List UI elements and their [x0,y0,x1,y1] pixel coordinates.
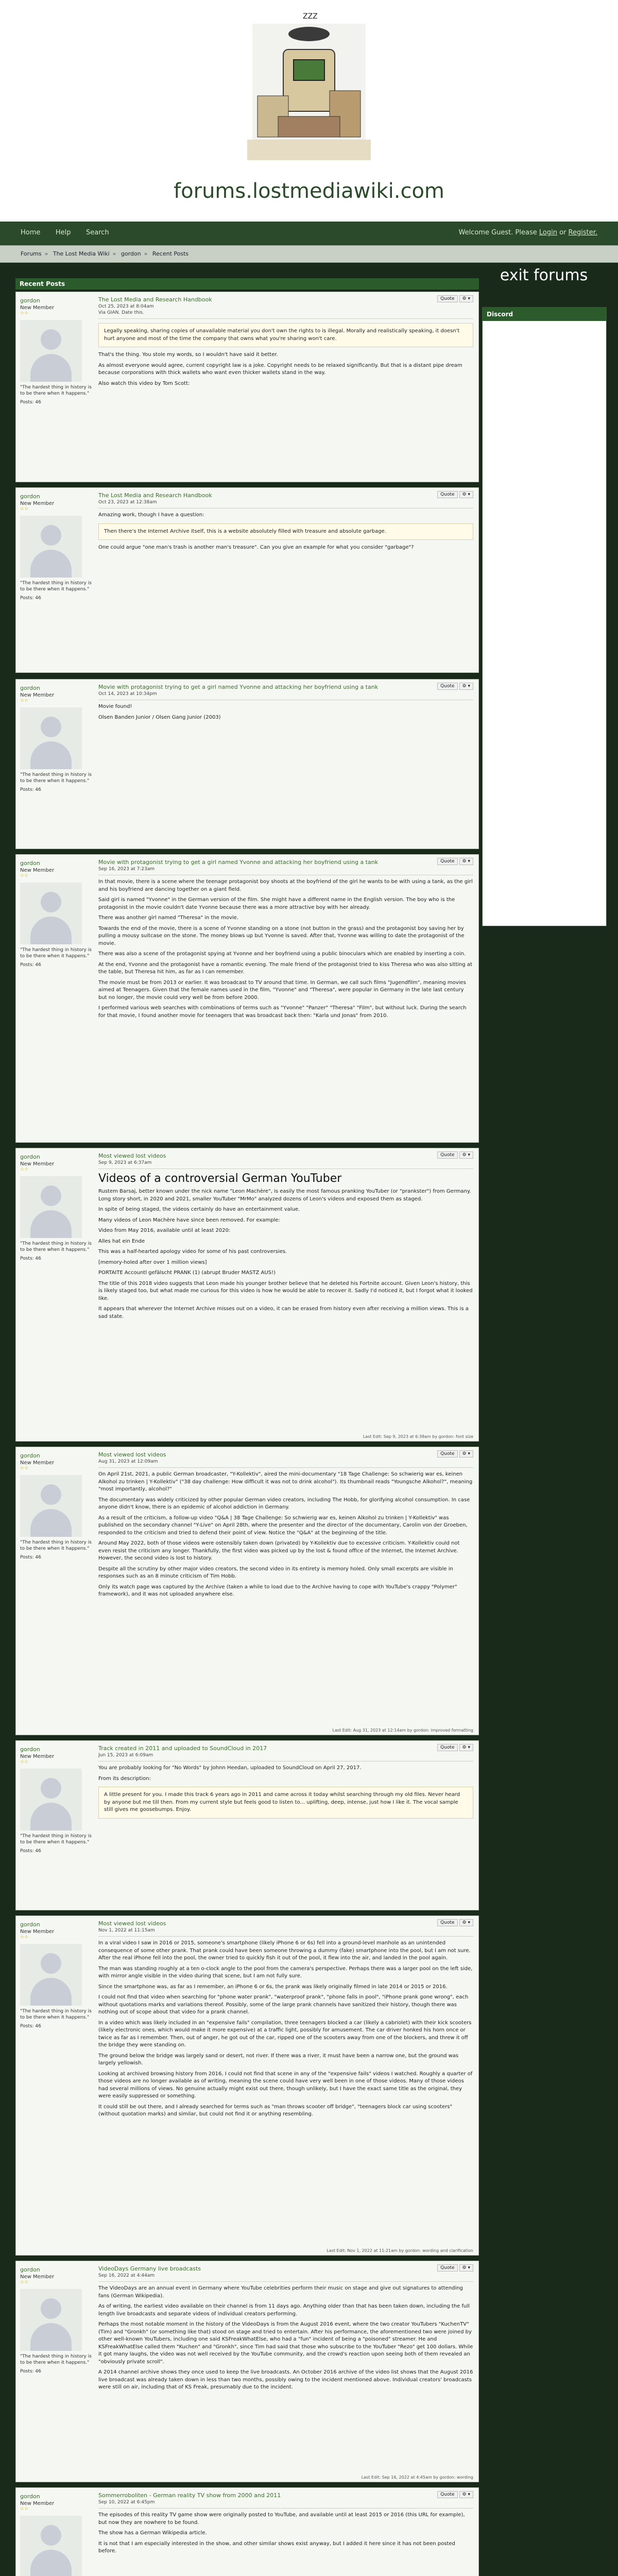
post-divider [98,1467,473,1468]
quote-block: A little present for you. I made this track 6 years ago in 2011 and came across it today whilst searching through my old files. Never heard by anyone but me till then. From my current style but feels good to listen to... uplifting, deep, intense, just how I like it. The vocal sample still gives me goosebumps. Enjoy. [98,1787,473,1819]
rank-stars-icon: ☆☆ [20,2506,29,2512]
quote-button[interactable]: Quote [437,1744,457,1751]
author-name[interactable]: gordon [20,685,40,691]
avatar-body-shape [30,917,72,944]
post [15,1916,479,2256]
post-date: Sep 9, 2023 at 6:37am [98,1160,152,1165]
discord-header: Discord [483,308,606,321]
post [15,2261,479,2482]
post [15,679,479,849]
post-paragraph: Perhaps the most notable moment in the history of the VideoDays is from the August 2016 event, where the two creator YouTubers "KuchenTV" (Tim) and "Gronkh" (or something like that) stood on stage and tried to entertain. After his performance, the aforementioned two were joined by other well-known YouTubers, including one said KSFreakWhatElse, who had a "fun" incident of being a "poisoned" streamer. He and KSFreakWhatElse called them "Kuchen" and "Gronkh", since Tim had said that those who subscribe to the YouTuber "Rezo" get 100 dollars. While it got many laughs, the video was not well received by the YouTube community, and the crowd's reaction upon seeing both of them revealed an "obviously private scroll". [98,2321,473,2365]
post-paragraph: PORTAITE Accountl gefälscht PRANK (1) (abrupt Bruder MASTZ AUS!) [98,1270,276,1276]
author-signature: "The hardest thing in history is to be there when it happens." [20,1540,92,1551]
rank-stars-icon: ☆☆ [20,311,29,316]
post-thread-title[interactable]: Movie with protagonist trying to get a girl named Yvonne and attacking her boyfriend using a tank [98,859,379,866]
avatar[interactable] [20,1176,82,1238]
author-rank: New Member [20,501,55,506]
author-post-count: Posts: 46 [20,962,41,968]
post-author [20,860,92,968]
avatar[interactable] [20,1475,82,1537]
post-body [98,492,473,555]
avatar[interactable] [20,2289,82,2351]
author-post-count: Posts: 46 [20,1256,41,1262]
options-menu-button[interactable]: ⚙ ▾ [459,295,473,302]
post-paragraph: Around May 2022, both of those videos were ostensibly taken down (privated) by Y-Kollektiv due to excessive criticism. Y-Kollektiv could not even resist the criticism any longer. Thankfully, the first video was picked up by the lost & found office of the Internet, the Internet Archive. However, the second video is lost to history. [98,1540,460,1561]
post-paragraph: Amazing work, though I have a question: [98,512,204,518]
post-paragraph: The documentary was widely criticized by other popular German video creators, including The Hobb, for glorifying alcohol consumption. In case anyone didn't know, there is an epidemic of alcohol addiction in Germany. [98,1497,470,1510]
avatar-head-shape [41,1484,61,1505]
post-paragraph: The episodes of this reality TV game show were originally posted to YouTube, and available until at least 2015 or 2016 (this URL for example), but now they are nowhere to be found. [98,2512,465,2526]
post-thread-title[interactable]: Most viewed lost videos [98,1451,166,1458]
post-body [98,1451,473,1602]
options-menu-button[interactable]: ⚙ ▾ [459,491,473,498]
post-divider [98,2508,473,2509]
breadcrumb: Forums » The Lost Media Wiki » gordon » Recent Posts [0,245,618,263]
post-date: Jun 15, 2023 at 6:09am [98,1753,153,1758]
options-menu-button[interactable]: ⚙ ▾ [459,1151,473,1159]
post-paragraph: Video from May 2016, available until at least 2020: [98,1228,231,1233]
author-post-count: Posts: 46 [20,2369,41,2375]
post-paragraph: In a video which was likely included in an "expensive fails" compilation, three teenagers blocked a car (likely a cabriolet) with their kick scooters (likely electronic ones, which would make it more expensive) at a traffic light, possibly for amusement. The car driver honked his horn once or twice as far as I remember. Then, out of anger, he got out of the car, ripped one of the scooters away from one of the blockers, and threw it off the bridge they were standing on. [98,2020,472,2048]
post-paragraph: A 2014 channel archive shows they once used to keep the live broadcasts. An October 2016 archive of the video list shows that the August 2016 live broadcast was already taken down in less than two months, possibly owing to the incident mentioned above. Individual creators' broadcasts were still on air, including that of KS Freak, presumably due to the incident. [98,2369,473,2390]
post-divider [98,2281,473,2282]
post-divider [98,318,473,319]
avatar-body-shape [30,2550,72,2576]
post-paragraph: Movie found! [98,704,132,709]
avatar[interactable] [20,2516,82,2576]
post-paragraph: That's the thing. You stole my words, so I wouldn't have said it better. [98,352,278,358]
last-edit-note: Last Edit: Sep 9, 2023 at 6:38am by gordon: font size [363,1434,473,1439]
post-date: Oct 14, 2023 at 10:34pm [98,691,157,697]
avatar[interactable] [20,1769,82,1831]
avatar[interactable] [20,1944,82,2006]
avatar-head-shape [41,1953,61,1974]
author-rank: New Member [20,868,55,873]
nav-search[interactable]: Search [86,229,109,236]
avatar[interactable] [20,516,82,578]
post-paragraph: Despite all the scrutiny by other major video creators, the second video in its entirety is memory holed. Only small excerpts are visible in responses such as an 8 minute criticism of Tim Hobb. [98,1566,453,1579]
breadcrumb-user[interactable]: gordon [121,250,141,257]
post-date: Sep 16, 2023 at 7:23am [98,867,155,872]
author-name[interactable]: gordon [20,1921,40,1928]
avatar-head-shape [41,717,61,737]
author-name[interactable]: gordon [20,1154,40,1160]
post-thread-title[interactable]: Movie with protagonist trying to get a girl named Yvonne and attacking her boyfriend using a tank [98,684,379,690]
author-rank: New Member [20,1754,55,1759]
post-paragraph: There was also a scene of the protagonist spying at Yvonne and her boyfriend using a public binoculars which are enabled by inserting a coin. [98,951,466,957]
post-paragraph: As a result of the criticism, a follow-up video "Q&A | 38 Tage Challenge: So schwierig war es, keinen Alkohol zu trinken | Y-Kollektiv" was published on the secondary channel "Y-Live" on April 28th, where the presenter and the director of the documentary, Carolin von der Groeben, responded to the criticism and tried to defend their point of view. Notice the "Q&A" at the beginning of the title. [98,1515,468,1536]
rank-stars-icon: ☆☆ [20,873,29,878]
recent-posts-header: Recent Posts [15,278,479,290]
post-paragraph: I could not find that video when searching for "phone water prank", "waterproof prank", "phone falls in pool", "iPhone prank gone wrong", each without quotations marks and variations thereof. Possibly, some of the large prank channels have sanitized their history, though there was nothing out of scope about that video for a prank channel. [98,1994,469,2015]
quote-block: Legally speaking, sharing copies of unavailable material you don't own the rights to is illegal. Morally and realistically speaking, it doesn't hurt anyone and most of the time the company that owns what you're sharing won't care. [98,323,473,347]
author-post-count: Posts: 46 [20,1555,41,1561]
avatar-head-shape [41,1185,61,1206]
options-menu-button[interactable]: ⚙ ▾ [459,1919,473,1926]
post-paragraph: As almost everyone would agree, current copyright law is a joke. Copyright needs to be relaxed significantly. But that is a distant pipe dream because corporations with thick wallets who want even thicker wallets stand in the way. [98,362,462,376]
options-menu-button[interactable]: ⚙ ▾ [459,858,473,865]
post-author [20,1452,92,1560]
author-post-count: Posts: 46 [20,2024,41,2029]
author-name[interactable]: gordon [20,860,40,867]
post-author [20,1154,92,1261]
author-name[interactable]: gordon [20,2493,40,2500]
post-paragraph: From its description: [98,1775,151,1782]
post-paragraph: It appears that wherever the Internet Archive misses out on a video, it can be erased from history even after receiving a million views. This is a sad state. [98,1306,469,1319]
quote-button[interactable]: Quote [437,491,457,498]
avatar-body-shape [30,354,72,382]
post-author [20,297,92,405]
post-paragraph: Also watch this video by Tom Scott: [98,380,190,386]
post-paragraph: Alles hat ein Ende [98,1238,145,1244]
logo-caption: ZZZ [303,12,318,21]
avatar-body-shape [30,741,72,769]
post-author [20,1921,92,2029]
quote-button[interactable]: Quote [437,1919,457,1926]
post-author [20,685,92,792]
exit-forums-link[interactable]: exit forums [500,266,588,284]
author-signature: "The hardest thing in history is to be there when it happens." [20,2009,92,2020]
author-post-count: Posts: 46 [20,400,41,405]
rank-stars-icon: ☆☆ [20,2280,29,2285]
post-paragraph: It could still be out there, and I already searched for terms such as "man throws scooter off bridge", "teenagers block car using scooters" (without quotation marks) and similar, but could not find it or anything resembling. [98,2104,453,2117]
quote-button[interactable]: Quote [437,683,457,690]
rank-stars-icon: ☆☆ [20,1935,29,1940]
post-paragraph: The VideoDays are an annual event in Germany where YouTube celebrities perform their music on stage and give out signatures to attending fans (German Wikipedia). [98,2285,463,2299]
register-link[interactable]: Register. [568,229,597,236]
avatar-head-shape [41,525,61,546]
post-body [98,296,473,391]
last-edit-note: Last Edit: Sep 16, 2022 at 4:45am by gordon: wording [361,2475,473,2480]
post-paragraph: There was another girl named "Theresa" in the movie. [98,915,239,921]
post-divider [98,508,473,509]
author-signature: "The hardest thing in history is to be there when it happens." [20,2354,92,2365]
post [15,1148,479,1442]
post-author [20,1746,92,1854]
nav-menu [21,229,123,236]
rank-stars-icon: ☆☆ [20,506,29,512]
avatar-body-shape [30,1210,72,1238]
author-name[interactable]: gordon [20,2266,40,2273]
post-paragraph: Towards the end of the movie, there is a scene of Yvonne standing on a stone (not button in the grass) and the protagonist boy saving her by pulling a mousy suitcase on the stone. The money blows up but Yvonne is saved. After that, Yvonne was willing to date the protagonist of the movie. [98,925,465,946]
login-link[interactable]: Login [539,229,557,236]
post-date: Aug 31, 2023 at 12:09am [98,1459,158,1464]
post-date: Oct 25, 2023 at 8:04am [98,304,154,309]
avatar-head-shape [41,1778,61,1799]
post-thread-title[interactable]: Sommerroboliten - German reality TV show from 2000 and 2011 [98,2492,281,2499]
post-paragraph: The man was standing roughly at a ten o-clock angle to the pool from the camera's perspective. Perhaps there was a larger pool on the left side, with mirror angle visible in the video during that scene, but I am not fully sure. [98,1965,473,1979]
post-paragraph: At the end, Yvonne and the protagonist have a romantic evening. The male friend of the protagonist tried to kiss Theresa who was also sitting at the table, but Theresa hit him, as far as I can remember. [98,961,472,975]
post-paragraph: The title of this 2018 video suggests that Leon made his younger brother believe that he deleted his Fortnite account. Given Leon's history, this is likely staged too, but what made me curious for this video is how he would be able to recover it. Sadly I'd noticed it, but I forgot what it looked like. [98,1280,473,1301]
or-text: or [559,229,566,236]
post [15,487,479,673]
nav-help[interactable]: Help [55,229,71,236]
post-paragraph: The movie must be from 2013 or earlier. It was broadcast to TV around that time. In German, we call such films "Jugendfilm", meaning movies aimed at Teenagers. Given that the female names used in the film, "Yvonne" and "Theresa", were popular in Germany in the late last century but no longer, the movie could very well be from before 2000. [98,979,466,1001]
post-thread-title[interactable]: The Lost Media and Research Handbook [98,296,212,303]
avatar-body-shape [30,1978,72,2006]
post-paragraph: This was a half-hearted apology video for some of his past controversies. [98,1249,287,1255]
breadcrumb-forums[interactable]: Forums [21,250,42,257]
post-body [98,1920,473,2122]
author-rank: New Member [20,692,55,698]
post-thread-title[interactable]: Track created in 2011 and uploaded to SoundCloud in 2017 [98,1745,267,1752]
quote-button[interactable]: Quote [437,858,457,865]
author-post-count: Posts: 46 [20,596,41,601]
avatar-head-shape [41,892,61,912]
quote-button[interactable]: Quote [437,1151,457,1159]
post-via-note: Via GIAN. Date this. [98,310,144,315]
author-signature: "The hardest thing in history is to be there when it happens." [20,947,92,959]
post [15,854,479,1143]
author-name[interactable]: gordon [20,297,40,304]
author-signature: "The hardest thing in history is to be there when it happens." [20,1834,92,1845]
breadcrumb-current[interactable]: Recent Posts [152,250,189,257]
author-name[interactable]: gordon [20,493,40,500]
post-paragraph: One could argue "one man's trash is another man's treasure". Can you give an example for what you consider "garbage"? [98,545,414,550]
post-divider [98,1168,473,1169]
post-body [98,2492,473,2558]
post [15,2487,479,2576]
post-paragraph: Since the smartphone was, as far as I remember, an iPhone 6 or 6s, the prank was likely originally filmed in late 2014 or 2015 or 2016. [98,1984,448,1990]
options-menu-button[interactable]: ⚙ ▾ [459,2491,473,2498]
avatar-body-shape [30,1803,72,1831]
rank-stars-icon: ☆☆ [20,1466,29,1471]
avatar[interactable] [20,883,82,944]
author-signature: "The hardest thing in history is to be there when it happens." [20,581,92,592]
post-paragraph: Looking at archived browsing history from 2016, I could not find that scene in any of the "expensive fails" videos I watched. Roughly a quarter of those videos are no longer available as of writing, meaning the scene could have very well been in one of those videos. Many of those videos had several millions of views. No genuine actually might exist out there, though unlikely, but I have the exact same title as the original, they were easily suppressed or something. [98,2071,473,2099]
rank-stars-icon: ☆☆ [20,698,29,703]
breadcrumb-wiki[interactable]: The Lost Media Wiki [53,250,110,257]
post-thread-title[interactable]: Most viewed lost videos [98,1153,166,1159]
post-paragraph: On April 21st, 2021, a public German broadcaster, "Y-Kollektiv", aired the mini-documentary "18 Tage Challenge: So schwierig war es, keinen Alkohol zu trinken | Y-Kollektiv" ("38 day challenge: How difficult it was not to drink alcohol"). Its thumbnail reads "Youngsche Alkohol?", meaning "most importantly, alcohol?" [98,1471,473,1492]
post-thread-title[interactable]: The Lost Media and Research Handbook [98,492,212,499]
avatar[interactable] [20,320,82,382]
post-paragraph: Rustem Barsaj, better known under the nick name "Leon Machère", is easily the most famous pranking YouTuber (or "prankster") from Germany. Long story short, in 2020 and 2021, smaller YouTuber "MrMo" analyzed dozens of Leon's videos and exposed them as staged. [98,1189,471,1202]
avatar[interactable] [20,707,82,769]
options-menu-button[interactable]: ⚙ ▾ [459,1450,473,1458]
post-paragraph: Only its watch page was captured by the Archive (taken a while to load due to the Archive having to cope with YouTube's crappy "Polymer" framework), and it was not uploaded anywhere else. [98,1584,457,1597]
quote-button[interactable]: Quote [437,1450,457,1458]
post-paragraph: The show has a German Wikipedia article. [98,2530,207,2536]
avatar-head-shape [41,329,61,350]
author-rank: New Member [20,1161,55,1167]
post-paragraph: In that movie, there is a scene where the teenage protagonist boy shoots at the boyfriend of the girl he wants to be with using a tank, as the girl and his boyfriend are dancing together on a giant field. [98,879,473,892]
post-body [98,2265,473,2395]
welcome-text: Welcome Guest. Please [458,229,537,236]
site-title[interactable]: forums.lostmediawiki.com [174,179,444,203]
post [15,292,479,482]
post [15,1447,479,1735]
options-menu-button[interactable]: ⚙ ▾ [459,2264,473,2272]
site-banner [0,0,618,222]
author-rank: New Member [20,1929,55,1935]
post-author [20,493,92,601]
last-edit-note: Last Edit: Aug 31, 2023 at 12:14am by gordon: improved formatting [332,1728,473,1733]
avatar-body-shape [30,2323,72,2351]
post-paragraph: Olsen Banden Junior / Olsen Gang Junior (2003) [98,714,221,720]
avatar-head-shape [41,2525,61,2546]
guest-welcome [458,229,597,236]
post-paragraph: Said girl is named "Yvonne" in the German version of the film. She might have a different name in the English version. The boy who is the protagonist in the movie couldn't date Yvonne because there was a more attractive boy with her already. [98,897,455,910]
post-paragraph: I performed various web searches with combinations of terms such as "Yvonne" "Panzer" "Theresa" "Film", but without luck. During the search for that movie, I found another movie for teenagers that was broadcast back then: "Karla und Jonas" from 2010. [98,1005,467,1019]
post [15,1740,479,1910]
discord-widget[interactable] [482,307,607,926]
options-menu-button[interactable]: ⚙ ▾ [459,1744,473,1751]
nav-home[interactable]: Home [21,229,41,236]
post-author [20,2493,92,2576]
post-paragraph: The ground below the bridge was largely sand or desert, not river. If there was a river, it must have been a narrow one, but the ground was largely yellowish. [98,2053,459,2066]
post-paragraph: [memory-holed after over 1 million views] [98,1259,207,1265]
post-divider [98,1936,473,1937]
post-paragraph: In a viral video I saw in 2016 or 2015, someone's smartphone (likely iPhone 6 or 6s) fell into a ground-level manhole as an unintended consequence of some other prank. That prank could have been someone throwing a dummy (fake) smartphone into the pool, but I am not sure. After the real iPhone fell into the pool, the owner tried to quickly fish it out of the pool, it flew into the air, and landed in the pool again. [98,1940,471,1961]
quote-button[interactable]: Quote [437,2491,457,2498]
avatar-body-shape [30,550,72,578]
post-body [98,684,473,724]
author-signature: "The hardest thing in history is to be there when it happens." [20,385,92,396]
top-navbar [0,222,618,245]
post-date: Sep 16, 2022 at 4:44am [98,2273,155,2278]
post-date: Nov 1, 2022 at 11:15am [98,1928,155,1933]
post-paragraph: Many videos of Leon Machère have since been removed. For example: [98,1217,280,1223]
author-rank: New Member [20,2501,55,2506]
post-body [98,1745,473,1823]
post-body [98,859,473,1023]
last-edit-note: Last Edit: Nov 1, 2022 at 11:21am by gordon: wording and clarification [327,2248,473,2253]
author-signature: "The hardest thing in history is to be there when it happens." [20,1241,92,1252]
post-thread-title[interactable]: VideoDays Germany live broadcasts [98,2265,201,2272]
post-heading: Videos of a controversial German YouTuber [98,1172,342,1185]
post-author [20,2266,92,2374]
post-date: Sep 10, 2022 at 6:45pm [98,2500,155,2505]
quote-block: Then there's the Internet Archive itself, this is a website absolutely filled with treasure and absolute garbage. [98,523,473,540]
author-rank: New Member [20,305,55,311]
site-logo-illustration[interactable] [247,3,371,178]
quote-button[interactable]: Quote [437,295,457,302]
author-rank: New Member [20,2274,55,2280]
post-paragraph: As of writing, the earliest video available on their channel is from 11 days ago. Anything older than that has been taken down, including the full length live broadcasts and separate videos of individual creators performing. [98,2303,470,2317]
author-rank: New Member [20,1460,55,1466]
post-body [98,1153,473,1324]
rank-stars-icon: ☆☆ [20,1759,29,1765]
author-name[interactable]: gordon [20,1452,40,1459]
post-date: Oct 23, 2023 at 12:38am [98,500,157,505]
author-post-count: Posts: 46 [20,787,41,793]
author-signature: "The hardest thing in history is to be there when it happens." [20,772,92,784]
rank-stars-icon: ☆☆ [20,1167,29,1172]
options-menu-button[interactable]: ⚙ ▾ [459,683,473,690]
author-name[interactable]: gordon [20,1746,40,1753]
avatar-head-shape [41,2298,61,2319]
post-paragraph: You are probably looking for "No Words" by Johnn Heedan, uploaded to SoundCloud on April 27, 2017. [98,1765,362,1771]
post-paragraph: It is not that I am especially interested in the show, and other similar shows exist anyway, but I added it here since it has not been posted before. [98,2540,455,2554]
author-post-count: Posts: 46 [20,1849,41,1854]
quote-button[interactable]: Quote [437,2264,457,2272]
avatar-body-shape [30,1509,72,1537]
post-thread-title[interactable]: Most viewed lost videos [98,1920,166,1927]
post-paragraph: In spite of being staged, the videos certainly do have an entertainment value. [98,1207,300,1212]
